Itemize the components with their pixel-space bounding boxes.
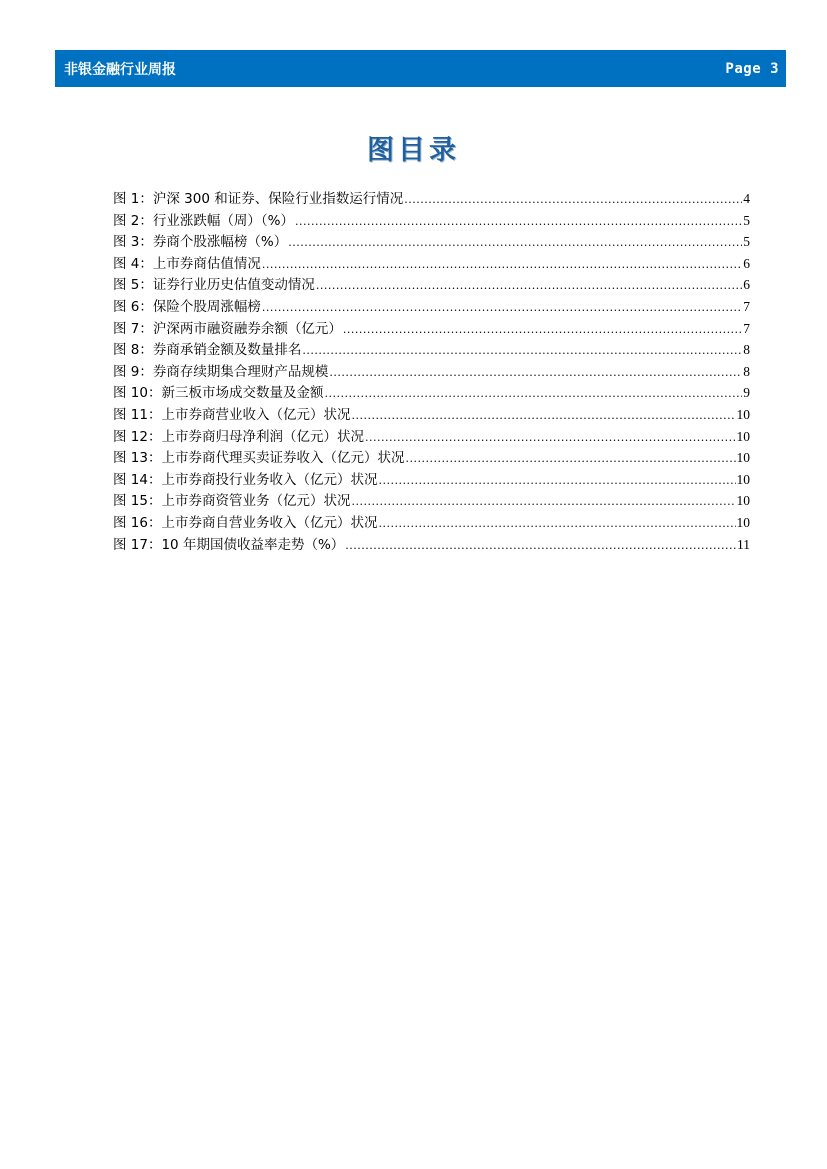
toc-entry-label[interactable]: 图 7：沪深两市融资融券余额（亿元） [113,320,342,337]
toc-dot-leader [324,383,742,405]
toc-entry[interactable] [113,339,750,361]
toc-entry[interactable] [113,534,750,556]
toc-entry-page[interactable]: 10 [736,471,750,487]
toc-entry-page[interactable]: 11 [737,536,750,552]
toc-entry-page[interactable]: 10 [736,514,750,530]
table-of-figures [113,188,750,555]
toc-dot-leader [329,362,742,384]
toc-entry[interactable] [113,426,750,448]
toc-entry-label[interactable]: 图 14：上市券商投行业务收入（亿元）状况 [113,471,378,488]
toc-entry[interactable] [113,469,750,491]
toc-entry-page[interactable]: 10 [736,406,750,422]
toc-entry-page[interactable]: 4 [743,191,750,206]
toc-entry-page[interactable]: 6 [743,277,750,293]
toc-entry-label[interactable]: 图 16：上市券商自营业务收入（亿元）状况 [113,514,378,531]
toc-entry-label[interactable]: 图 6：保险个股周涨幅榜 [113,298,261,315]
toc-entry[interactable] [113,296,750,318]
toc-dot-leader [302,340,742,362]
toc-entry-page[interactable]: 8 [743,342,750,358]
toc-entry-label[interactable]: 图 13：上市券商代理买卖证券收入（亿元）状况 [113,450,405,467]
toc-entry-label[interactable]: 图 4：上市券商估值情况 [113,255,261,272]
toc-dot-leader [295,211,742,233]
toc-entry[interactable] [113,231,750,253]
toc-dot-leader [351,491,735,513]
toc-entry-label[interactable]: 图 15：上市券商资管业务（亿元）状况 [113,493,351,510]
toc-entry-label[interactable]: 图 2：行业涨跌幅（周）（%） [113,212,294,229]
toc-entry[interactable] [113,447,750,469]
toc-entry-label[interactable]: 图 10：新三板市场成交数量及金额 [113,385,324,402]
toc-entry-label[interactable]: 图 8：券商承销金额及数量排名 [113,342,302,359]
toc-dot-leader [343,319,742,341]
toc-dot-leader [405,448,735,470]
toc-entry-label[interactable]: 图 17：10 年期国债收益率走势（%） [113,536,345,553]
toc-entry[interactable] [113,404,750,426]
toc-entry[interactable] [113,274,750,296]
toc-entry-page[interactable]: 10 [736,450,750,466]
toc-dot-leader [262,297,742,319]
toc-entry[interactable] [113,490,750,512]
toc-entry[interactable] [113,361,750,383]
toc-entry-label[interactable]: 图 11：上市券商营业收入（亿元）状况 [113,406,351,423]
toc-entry[interactable] [113,318,750,340]
toc-entry-page[interactable]: 6 [743,255,750,271]
header-bar [55,50,786,87]
toc-entry-page[interactable]: 7 [743,298,750,314]
toc-entry-label[interactable]: 图 1：沪深 300 和证券、保险行业指数运行情况 [113,191,404,207]
toc-entry[interactable] [113,253,750,275]
toc-entry-label[interactable]: 图 3：券商个股涨幅榜（%） [113,234,288,251]
toc-entry-label[interactable]: 图 12：上市券商归母净利润（亿元）状况 [113,428,364,445]
toc-entry[interactable] [113,382,750,404]
toc-entry[interactable] [113,512,750,534]
toc-dot-leader [378,470,735,492]
toc-dot-leader [345,535,736,557]
toc-entry-page[interactable]: 5 [743,234,750,250]
toc-entry-page[interactable]: 10 [736,493,750,509]
toc-entry-page[interactable]: 9 [743,385,750,401]
page-title: 图目录 [367,135,460,166]
toc-dot-leader [404,189,742,211]
toc-dot-leader [365,427,736,449]
toc-entry-page[interactable]: 10 [736,428,750,444]
toc-dot-leader [351,405,735,427]
report-title: 非银金融行业周报 [64,61,176,78]
toc-entry-page[interactable]: 7 [743,320,750,336]
toc-entry-label[interactable]: 图 5：证券行业历史估值变动情况 [113,277,315,294]
toc-dot-leader [262,254,742,276]
page-number: Page 3 [725,60,779,77]
toc-entry-page[interactable]: 5 [743,212,750,228]
toc-entry-page[interactable]: 8 [743,363,750,379]
toc-dot-leader [288,232,742,254]
toc-dot-leader [316,275,742,297]
toc-entry-label[interactable]: 图 9：券商存续期集合理财产品规模 [113,363,329,380]
toc-entry[interactable] [113,188,750,210]
toc-entry[interactable] [113,210,750,232]
toc-dot-leader [378,513,735,535]
